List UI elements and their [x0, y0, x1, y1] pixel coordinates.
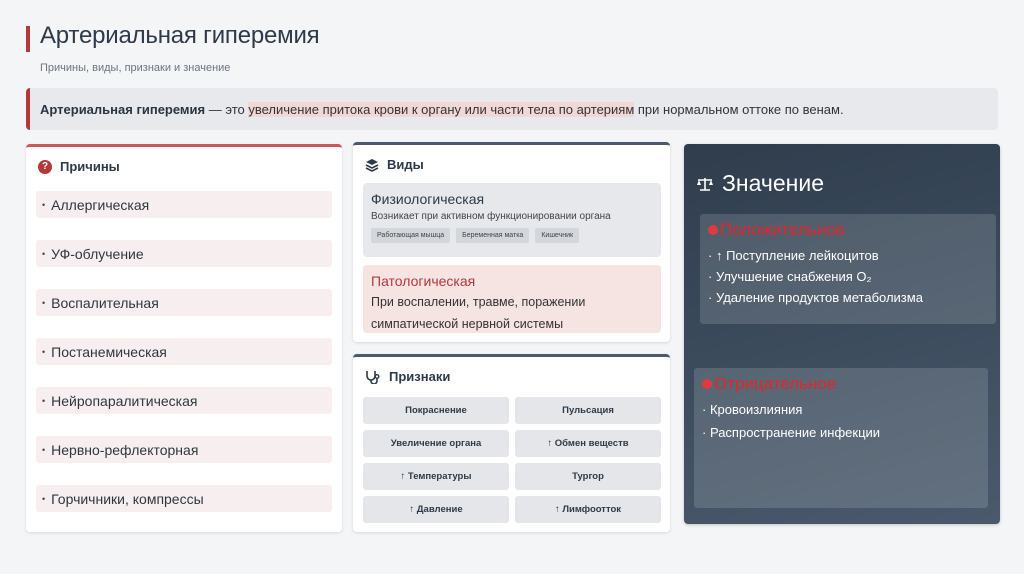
positive-title-row	[708, 220, 988, 240]
negative-item-label: Распространение инфекции	[709, 425, 881, 440]
scales-icon	[696, 176, 714, 192]
definition-box	[26, 88, 998, 130]
layers-icon	[365, 158, 379, 172]
positive-box	[700, 214, 996, 324]
positive-item: · Удаление продуктов метаболизма	[708, 290, 923, 305]
cause-item: • Горчичники, компрессы	[36, 485, 332, 512]
page-subtitle: Причины, виды, признаки и значение	[40, 62, 231, 74]
signs-header	[365, 369, 450, 384]
definition-dash: — это	[205, 101, 249, 117]
positive-item-label: Улучшение снабжения O₂	[715, 269, 872, 284]
title-accent-bar	[26, 26, 30, 52]
cause-label: Постанемическая	[51, 343, 167, 360]
page-title: Артериальная гиперемия	[40, 22, 320, 49]
cause-label: Нервно-рефлекторная	[51, 441, 199, 458]
stethoscope-icon	[365, 370, 381, 384]
cause-item: • Воспалительная	[36, 289, 332, 316]
sign-item: ↑ Обмен веществ	[515, 430, 661, 457]
causes-list	[36, 191, 332, 534]
signs-card	[353, 354, 670, 532]
physiological-desc: Возникает при активном функционировании органа	[371, 211, 611, 222]
dot-icon	[708, 225, 718, 235]
sign-item: Увеличение органа	[363, 430, 509, 457]
sign-item: Покраснение	[363, 397, 509, 424]
cause-item: • Постанемическая	[36, 338, 332, 365]
sign-item: ↑ Давление	[363, 496, 509, 523]
physiological-title: Физиологическая	[371, 191, 485, 207]
negative-item: · Распространение инфекции	[702, 425, 881, 440]
causes-header	[38, 159, 120, 174]
sign-item: Тургор	[515, 463, 661, 490]
types-heading: Виды	[387, 157, 424, 172]
significance-header	[696, 170, 824, 197]
cause-label: УФ-облучение	[51, 245, 144, 262]
sign-item: ↑ Лимфоотток	[515, 496, 661, 523]
pathological-desc-line2: симпатической нервной системы	[371, 317, 564, 331]
pathological-title: Патологическая	[371, 273, 476, 289]
negative-title: Отрицательное	[714, 374, 837, 393]
negative-item: · Кровоизлияния	[702, 402, 803, 417]
pathological-desc-line1: При воспалении, травме, поражении	[371, 295, 586, 309]
cause-item: • Аллергическая	[36, 191, 332, 218]
positive-item: · Улучшение снабжения O₂	[708, 269, 872, 284]
chip: Работающая мышца	[371, 228, 450, 243]
physiological-chips	[371, 228, 653, 243]
negative-item-label: Кровоизлияния	[709, 402, 803, 417]
sign-item: Пульсация	[515, 397, 661, 424]
sign-item: ↑ Температуры	[363, 463, 509, 490]
cause-label: Нейропаралитическая	[51, 392, 198, 409]
cause-item: • Нервно-рефлекторная	[36, 436, 332, 463]
positive-title: Положительное	[720, 220, 846, 239]
causes-card	[26, 144, 342, 532]
causes-heading: Причины	[60, 159, 120, 174]
cause-label: Аллергическая	[51, 196, 150, 213]
cause-label: Воспалительная	[51, 294, 159, 311]
types-header	[365, 157, 424, 172]
cause-item: • Нейропаралитическая	[36, 387, 332, 414]
dot-icon	[702, 379, 712, 389]
definition-term: Артериальная гиперемия	[40, 101, 206, 117]
positive-item-label: ↑ Поступление лейкоцитов	[715, 248, 879, 263]
negative-box	[694, 368, 988, 508]
chip: Кишечник	[535, 228, 579, 243]
positive-item: · ↑ Поступление лейкоцитов	[708, 248, 879, 263]
chip: Беременная матка	[456, 228, 529, 243]
definition-rest: при нормальном оттоке по венам.	[634, 101, 844, 117]
cause-label: Горчичники, компрессы	[51, 490, 204, 507]
signs-heading: Признаки	[389, 369, 451, 384]
question-icon: ?	[38, 160, 52, 174]
significance-heading: Значение	[722, 170, 824, 196]
physiological-box	[363, 183, 661, 257]
positive-item-label: Удаление продуктов метаболизма	[715, 290, 923, 305]
definition-highlight: увеличение притока крови к органу или части тела по артериям	[248, 101, 635, 117]
negative-title-row	[702, 374, 980, 394]
types-card	[353, 142, 670, 342]
signs-grid	[363, 397, 661, 523]
significance-panel	[684, 144, 1000, 524]
cause-item: • УФ-облучение	[36, 240, 332, 267]
pathological-box	[363, 265, 661, 333]
